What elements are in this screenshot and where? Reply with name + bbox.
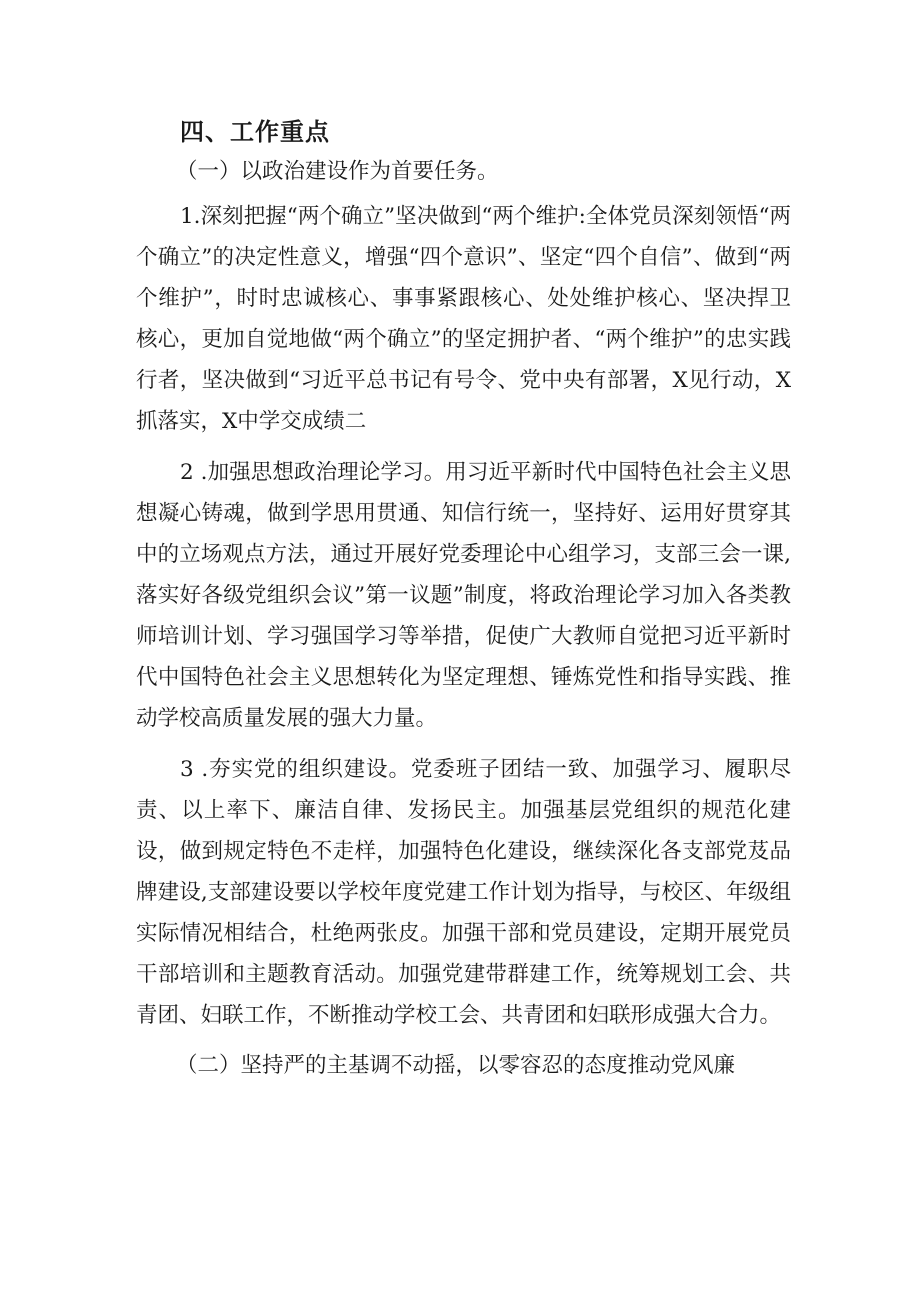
paragraph-item-3: 3 .夯实党的组织建设。党委班子团结一致、加强学习、履职尽责、以上率下、廉洁自律、发扬民主。加强基层党组织的规范化建设，做到规定特色不走样，加强特色化建设，继续深化各支部党芨品牌建设,支部建设要以学校年度党建工作计划为指导，与校区、年级组实际情况相结合，杜绝两张皮。加强干部和党员建设，定期开展党员干部培训和主题教育活动。加强党建带群建工作，统筹规划工会、共青团、妇联工作，不断推动学校工会、共青团和妇联形成强大合力。 — [136, 757, 791, 1028]
document-body — [136, 112, 791, 1086]
subsection-heading-2: （二）坚持严的主基调不动摇，以零容忍的态度推动党风廉 — [176, 1053, 736, 1078]
section-heading: 四、工作重点 — [180, 118, 330, 146]
paragraph-item-2: 2 .加强思想政治理论学习。用习近平新时代中国特色社会主义思想凝心铸魂，做到学思用贯通、知信行统一，坚持好、运用好贯穿其中的立场观点方法，通过开展好党委理论中心组学习，支部三会一课,落实好各级党组织会议”第一议题”制度，将政治理论学习加入各类教师培训计划、学习强国学习等举措，促使广大教师自觉把习近平新时代中国特色社会主义思想转化为坚定理想、锤炼党性和指导实践、推动学校高质量发展的强大力量。 — [136, 460, 791, 731]
subsection-heading-1: （一）以政治建设作为首要任务。 — [176, 159, 499, 184]
paragraph-item-1: 1.深刻把握“两个确立”坚决做到“两个维护:全体党员深刻领悟“两个确立”的决定性意义，增强“四个意识”、坚定“四个自信”、做到“两个维护”，时时忠诚核心、事事紧跟核心、处处维护核心、坚决捍卫核心，更加自觉地做“两个确立”的坚定拥护者、“两个维护”的忠实践行者，坚决做到“习近平总书记有号令、党中央有部署，X见行动，X抓落实，X中学交成绩二 — [136, 204, 791, 434]
